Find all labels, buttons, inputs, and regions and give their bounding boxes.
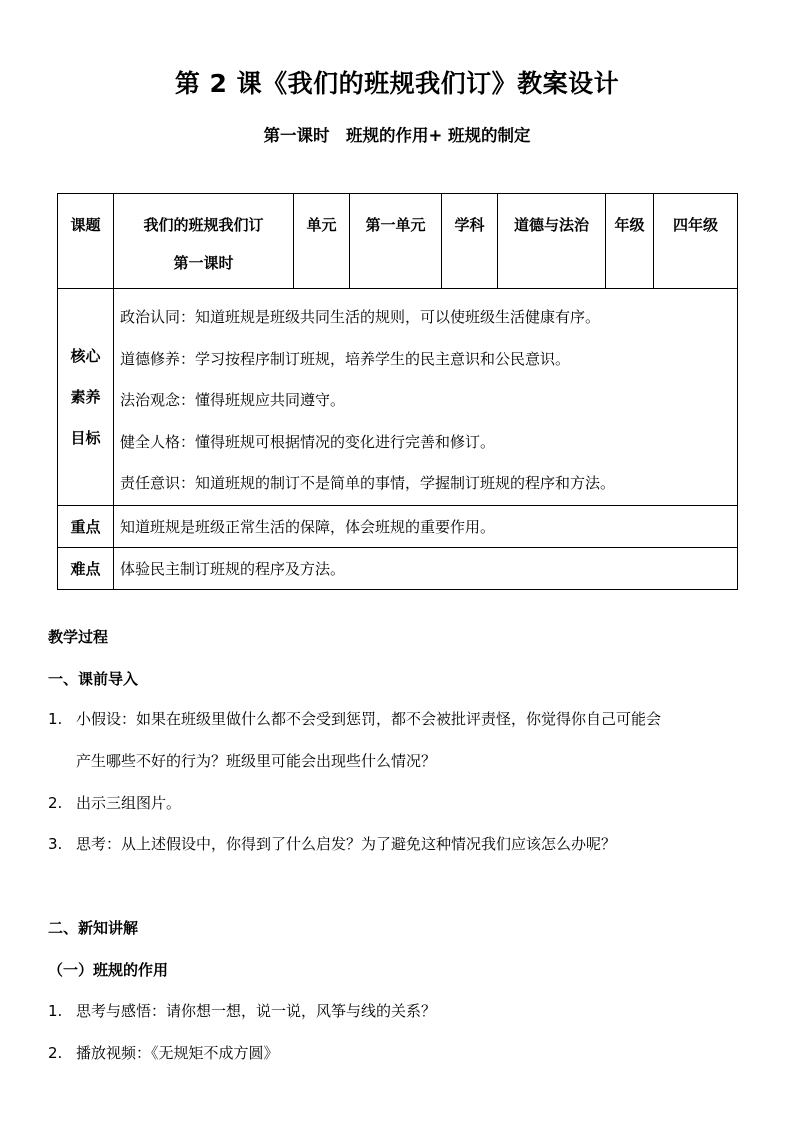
list-item — [48, 1032, 748, 1074]
list-text: 小假设：如果在班级里做什么都不会受到惩罚，都不会被批评责怪，你觉得你自己可能会 — [76, 710, 662, 728]
key-point-row — [58, 506, 738, 548]
core-goal-item: 健全人格：懂得班规可根据情况的变化进行完善和修订。 — [120, 432, 496, 451]
core-label-2: 素养 — [70, 387, 101, 406]
core-label-1: 核心 — [70, 346, 101, 365]
core-goal-item: 责任意识：知道班规的制订不是简单的事情，学握制订班规的程序和方法。 — [120, 474, 616, 492]
part2-heading: 二、新知讲解 — [48, 919, 139, 937]
process-heading: 教学过程 — [48, 628, 109, 646]
lesson-info-table — [57, 193, 738, 590]
list-item — [48, 698, 748, 770]
unit-label: 单元 — [294, 194, 350, 289]
subject-value: 道德与法治 — [498, 194, 606, 289]
key-point-text: 知道班规是班级正常生活的保障，体会班规的重要作用。 — [114, 506, 738, 548]
course-value-line2: 第一课时 — [173, 254, 234, 272]
list-text: 播放视频：《无规矩不成方圆》 — [76, 1044, 279, 1062]
unit-value: 第一单元 — [350, 194, 442, 289]
core-goal-item: 道德修养：学习按程序制订班规，培养学生的民主意识和公民意识。 — [120, 349, 571, 368]
list-item — [48, 990, 748, 1032]
core-goal-item: 法治观念：懂得班规应共同遵守。 — [120, 391, 346, 409]
part2-sub-heading: （一）班规的作用 — [48, 961, 169, 979]
grade-value: 四年级 — [654, 194, 738, 289]
header-row — [58, 194, 738, 289]
list-number: 1. — [48, 1002, 63, 1020]
list-text-cont: 产生哪些不好的行为？班级里可能会出现些什么情况？ — [76, 752, 437, 770]
list-item — [48, 823, 748, 865]
difficulty-text: 体验民主制订班规的程序及方法。 — [114, 548, 738, 590]
core-goals-row — [58, 289, 738, 506]
list-number: 3. — [48, 835, 63, 853]
list-text: 思考：从上述假设中，你得到了什么启发？为了避免这种情况我们应该怎么办呢？ — [76, 835, 617, 853]
difficulty-label: 难点 — [58, 548, 114, 590]
list-text: 出示三组图片。 — [76, 794, 182, 812]
subject-label: 学科 — [442, 194, 498, 289]
key-point-label: 重点 — [58, 506, 114, 548]
part1-heading: 一、课前导入 — [48, 670, 139, 688]
list-number: 1. — [48, 710, 63, 728]
course-value — [114, 194, 294, 289]
core-goals-label — [58, 289, 114, 506]
core-label-3: 目标 — [70, 428, 101, 447]
list-number: 2. — [48, 794, 63, 812]
list-number: 2. — [48, 1044, 63, 1062]
course-label: 课题 — [58, 194, 114, 289]
list-item — [48, 782, 748, 824]
core-goals-list — [114, 289, 738, 506]
page-title: 第 2 课《我们的班规我们订》教案设计 — [174, 69, 620, 98]
page-subtitle: 第一课时 班规的作用+ 班规的制定 — [263, 126, 531, 145]
core-goal-item: 政治认同：知道班规是班级共同生活的规则，可以使班级生活健康有序。 — [120, 308, 601, 326]
difficulty-row — [58, 548, 738, 590]
list-text: 思考与感悟：请你想一想，说一说，风筝与线的关系？ — [76, 1002, 437, 1020]
grade-label: 年级 — [606, 194, 654, 289]
course-value-line1: 我们的班规我们订 — [143, 216, 264, 234]
